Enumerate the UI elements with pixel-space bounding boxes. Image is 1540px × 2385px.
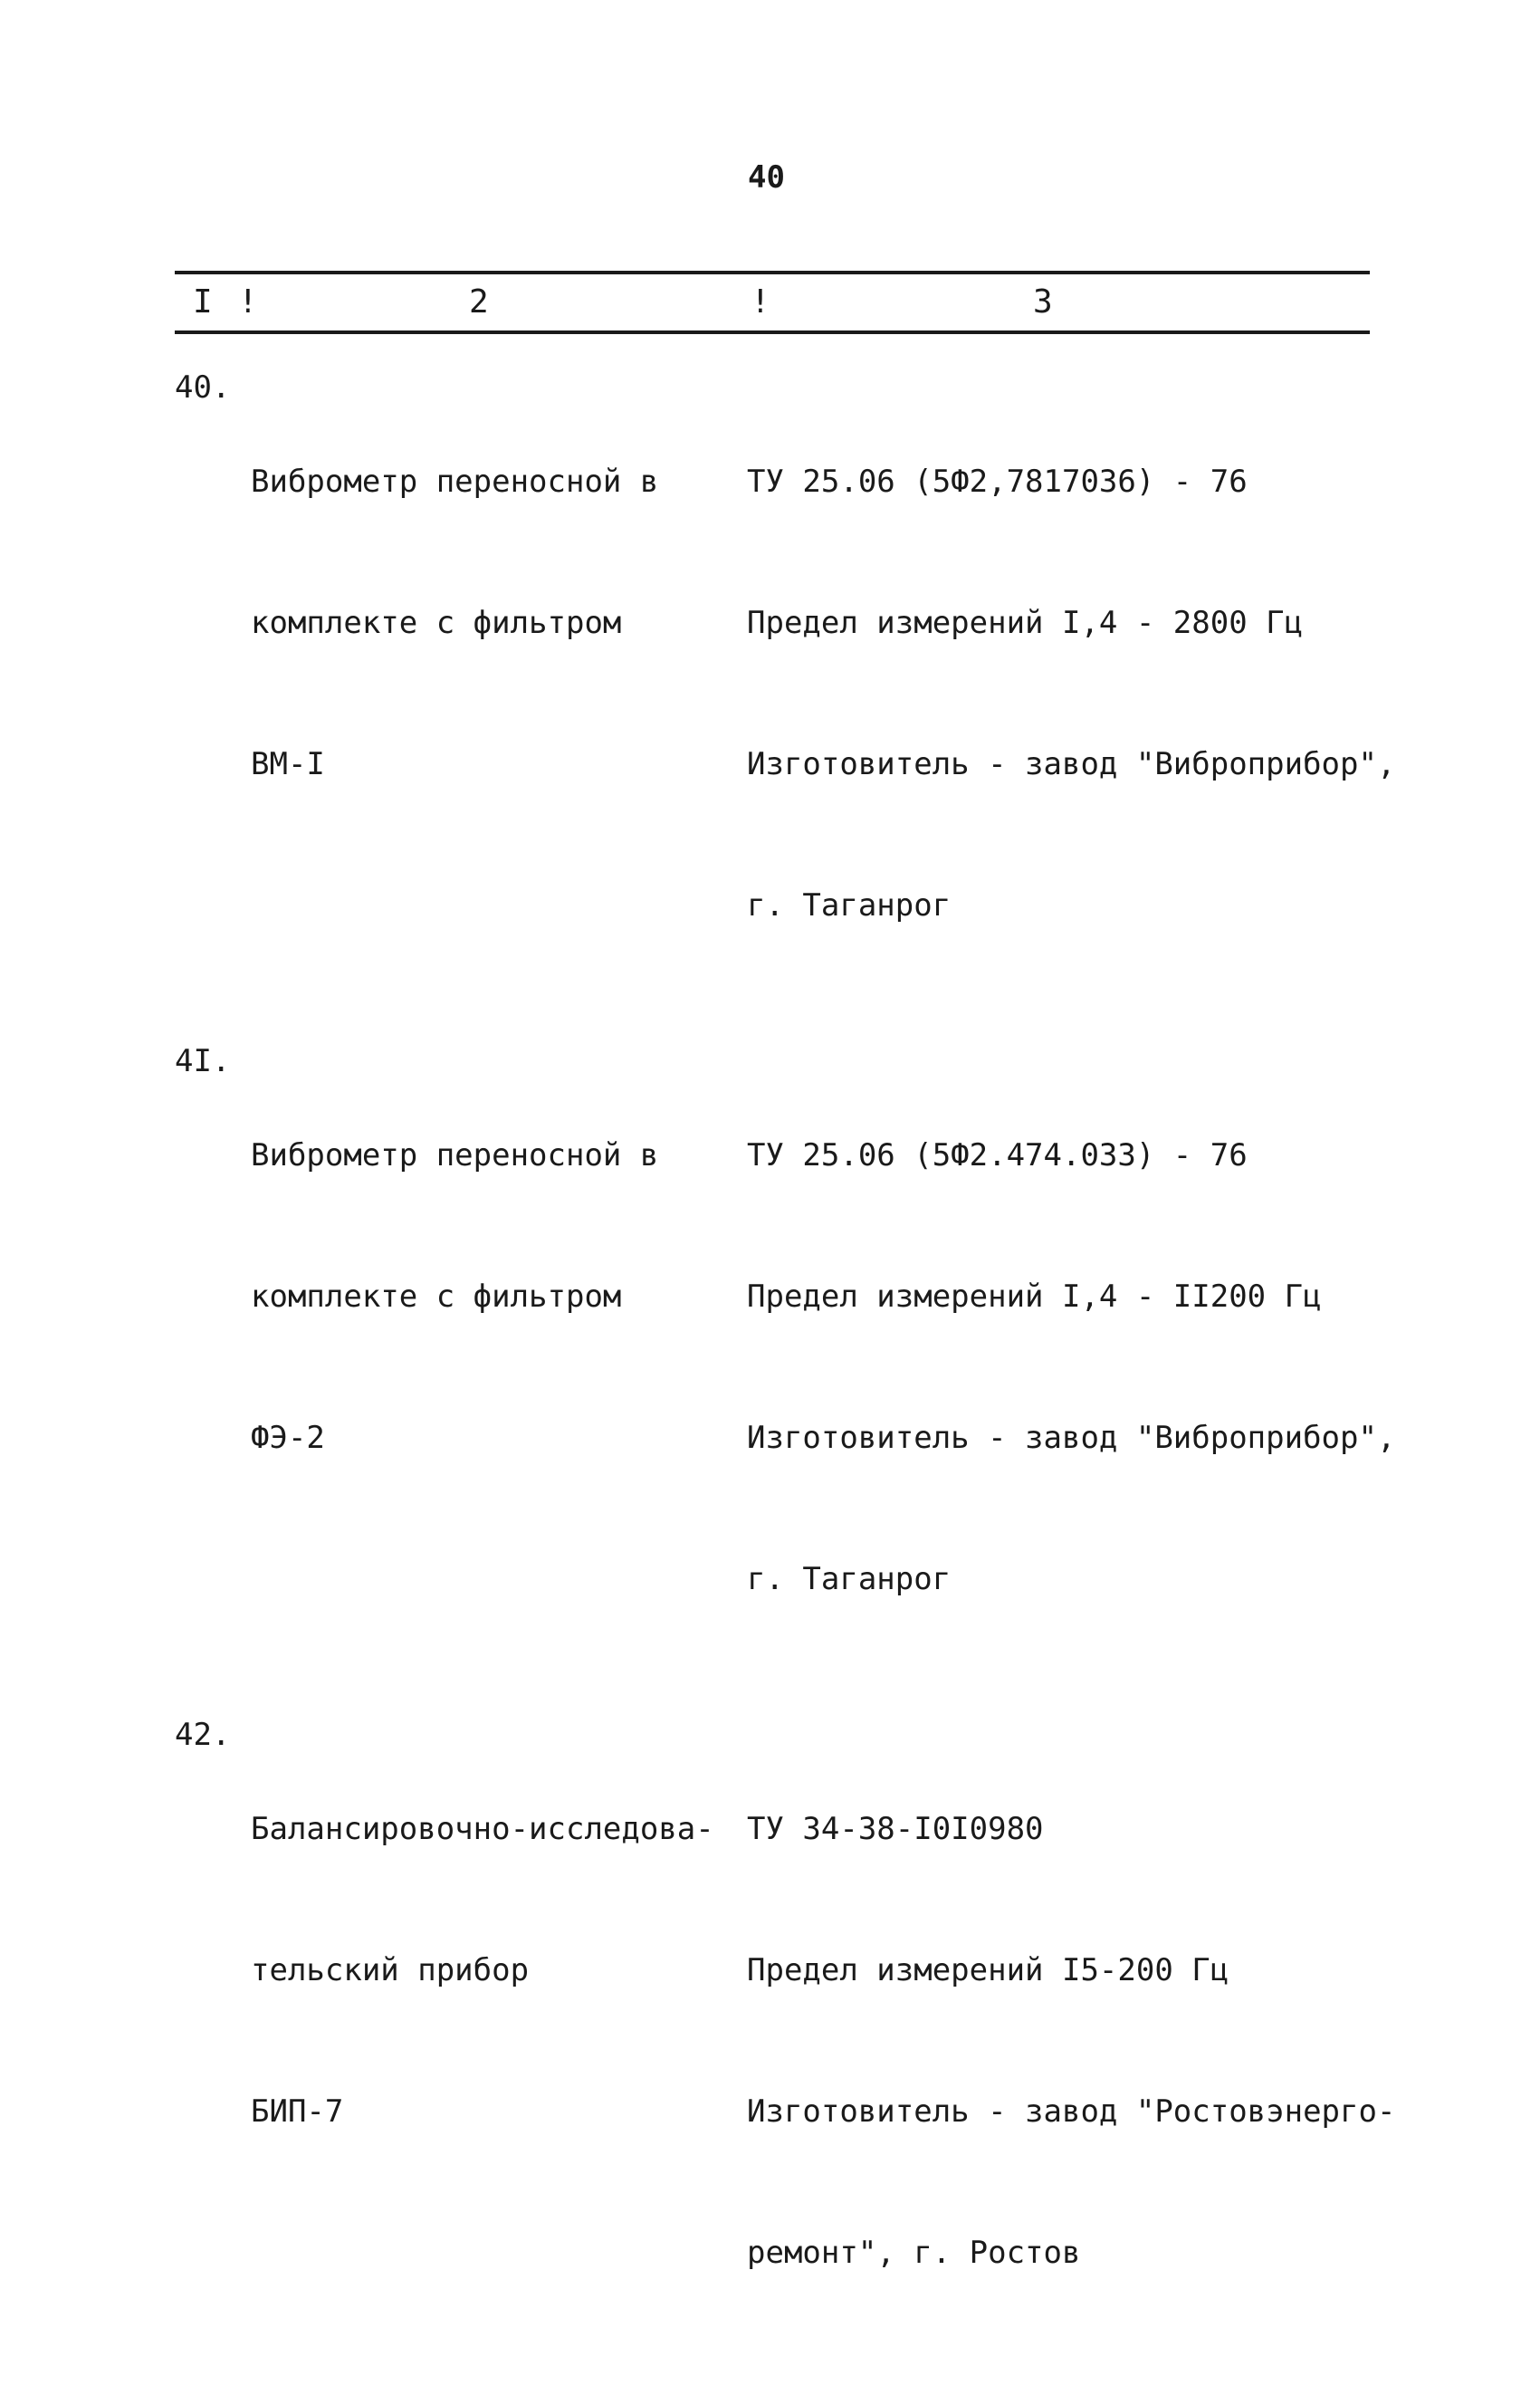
name-line: Виброметр переносной в xyxy=(251,464,659,500)
instrument-spec xyxy=(747,364,1395,1023)
table-row xyxy=(175,1038,1396,1697)
instrument-spec xyxy=(747,1038,1395,1697)
column-separator-1: ! xyxy=(238,283,258,321)
header-bottom-rule xyxy=(175,330,1370,334)
row-number: 40. xyxy=(175,369,231,406)
name-line: ВМ-I xyxy=(251,746,325,782)
column-2-header: 2 xyxy=(469,283,489,321)
name-line: комплекте с фильтром xyxy=(251,1279,622,1315)
instrument-spec xyxy=(747,1711,1395,2371)
table-row xyxy=(175,1711,1396,2371)
name-line: комплекте с фильтром xyxy=(251,605,622,641)
name-line: ФЭ-2 xyxy=(251,1420,325,1456)
name-line: Балансировочно-исследова- xyxy=(251,1811,714,1847)
name-line: Виброметр переносной в xyxy=(251,1137,659,1173)
spec-line: Предел измерений I5-200 Гц xyxy=(747,1952,1229,1988)
spec-line: Изготовитель - завод "Виброприбор", xyxy=(747,746,1396,782)
spec-line: г. Таганрог xyxy=(747,1561,952,1597)
page-number: 40 xyxy=(748,159,785,196)
instrument-name xyxy=(251,1711,747,2371)
header-row xyxy=(175,274,1370,330)
instrument-name xyxy=(251,1038,747,1697)
table-body xyxy=(175,364,1396,2385)
spec-line: ТУ 25.06 (5Ф2.474.033) - 76 xyxy=(747,1137,1248,1173)
table-row xyxy=(175,364,1396,1023)
spec-line: ТУ 25.06 (5Ф2,7817036) - 76 xyxy=(747,464,1248,500)
spec-line: ремонт", г. Ростов xyxy=(747,2235,1081,2271)
name-line: БИП-7 xyxy=(251,2093,344,2130)
spec-line: Предел измерений I,4 - 2800 Гц xyxy=(747,605,1304,641)
name-line: тельский прибор xyxy=(251,1952,530,1988)
spec-line: ТУ 34-38-I0I0980 xyxy=(747,1811,1044,1847)
column-separator-2: ! xyxy=(751,283,770,321)
spec-line: г. Таганрог xyxy=(747,887,952,924)
instrument-name xyxy=(251,364,747,1023)
column-1-header: I xyxy=(193,283,213,321)
spec-line: Предел измерений I,4 - II200 Гц xyxy=(747,1279,1322,1315)
column-3-header: 3 xyxy=(1033,283,1053,321)
spec-line: Изготовитель - завод "Ростовэнерго- xyxy=(747,2093,1396,2130)
spec-line: Изготовитель - завод "Виброприбор", xyxy=(747,1420,1396,1456)
row-number: 42. xyxy=(175,1717,231,1753)
table-header xyxy=(175,267,1370,334)
row-number: 4I. xyxy=(175,1043,231,1079)
